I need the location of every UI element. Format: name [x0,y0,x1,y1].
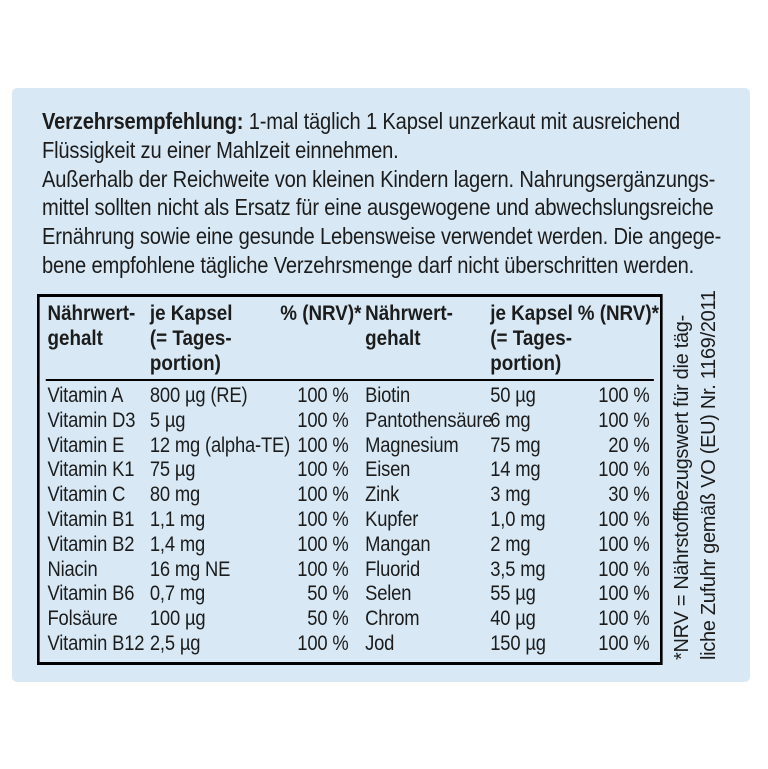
nutrient-name: Jod [365,631,395,655]
header-nutrient-left: Nährwert- gehalt [47,301,136,350]
header-nrv-right: % (NRV)* [577,301,659,325]
nutrient-amount: 5 µg [149,408,186,432]
nutrient-amount: 3 mg [490,483,531,507]
nutrient-amount: 16 mg NE [149,557,231,581]
table-row [40,632,660,657]
nutrient-amount: 100 µg [149,607,206,631]
intro-heading: Verzehrsempfehlung: [42,108,244,134]
nutrient-nrv: 100 % [297,532,349,556]
nutrient-amount: 1,1 mg [149,507,205,531]
nutrient-nrv: 100 % [598,408,650,432]
nutrient-nrv: 100 % [598,532,650,556]
nrv-footnote-line: *NRV = Nährstoffbezugswert für die täg- [671,315,693,660]
nutrient-name: Selen [365,582,412,606]
intro-line: mittel sollten nicht als Ersatz für eine ausgewogene und abwechslungsreiche [42,194,714,221]
nutrient-nrv: 20 % [608,433,650,457]
table-header [40,297,660,376]
table-row [40,409,660,434]
nutrient-name: Vitamin K1 [47,458,135,482]
intro-line: bene empfohlene tägliche Verzehrsmenge darf nicht überschritten werden. [42,251,695,278]
nutrient-amount: 150 µg [490,631,546,655]
intro-line: Ernährung sowie eine gesunde Lebensweise verwendet werden. Die angege- [42,223,722,250]
table-body [40,381,660,662]
nutrient-name: Zink [365,483,400,507]
intro-line: Flüssigkeit zu einer Mahlzeit einnehmen. [42,136,399,163]
nutrient-name: Vitamin A [47,384,124,407]
intro-line [42,107,721,136]
nutrient-nrv: 100 % [598,582,650,606]
nutrient-nrv: 100 % [598,631,650,655]
nutrient-nrv: 100 % [297,557,349,581]
nutrient-amount: 75 µg [149,458,196,482]
nutrient-amount: 55 µg [490,582,536,606]
nutrient-nrv: 100 % [297,384,349,407]
table-row [40,508,660,533]
table-row [40,384,660,409]
nutrient-name: Vitamin D3 [47,408,136,432]
nutrition-table [37,294,663,665]
nutrient-name: Vitamin E [47,433,125,457]
nutrient-name: Vitamin B12 [47,631,145,655]
intro-line: Außerhalb der Reichweite von kleinen Kindern lagern. Nahrungsergänzungs- [42,165,716,192]
nutrient-name: Eisen [365,458,411,482]
table-row [40,483,660,508]
nutrient-name: Folsäure [47,607,118,631]
nutrient-amount: 80 mg [149,483,201,507]
nutrient-name: Vitamin C [47,483,126,507]
nutrient-name: Biotin [365,384,411,407]
nutrient-amount: 1,4 mg [149,532,205,556]
nutrient-nrv: 100 % [297,507,349,531]
nutrient-amount: 2 mg [490,532,531,556]
nutrient-amount: 75 mg [490,433,541,457]
nutrient-name: Kupfer [365,507,419,531]
nutrient-nrv: 100 % [598,458,650,482]
nutrient-name: Mangan [365,532,431,556]
nutrient-amount: 0,7 mg [149,582,205,606]
nutrient-name: Chrom [365,607,420,631]
nutrient-nrv: 50 % [307,607,349,631]
nutrient-nrv: 100 % [598,507,650,531]
nutrient-name: Fluorid [365,557,421,581]
header-per-capsule-left: je Kapsel (= Tages- portion) [149,301,233,375]
table-row [40,458,660,483]
intro-heading-rest: 1-mal täglich 1 Kapsel unzerkaut mit ausreichend [248,108,680,134]
nutrient-amount: 3,5 mg [490,557,546,581]
nutrient-amount: 6 mg [490,408,531,432]
header-nrv-left: % (NRV)* [280,301,362,325]
nutrient-amount: 1,0 mg [490,507,546,531]
table-row [40,558,660,583]
nrv-footnote [669,292,723,660]
nutrient-amount: 12 mg (alpha-TE) [149,433,291,457]
nutrient-amount: 2,5 µg [149,631,201,655]
nutrient-name: Vitamin B1 [47,507,135,531]
nutrient-nrv: 100 % [598,384,650,407]
nutrient-nrv: 100 % [598,557,650,581]
nutrient-nrv: 100 % [297,408,349,432]
usage-instructions [42,107,721,280]
nutrient-nrv: 100 % [297,631,349,655]
nutrient-nrv: 30 % [608,483,650,507]
nutrient-name: Vitamin B2 [47,532,135,556]
nutrient-name: Pantothensäure [365,408,493,432]
table-row [40,607,660,632]
header-nutrient-right: Nährwert- gehalt [365,301,453,350]
nutrient-nrv: 100 % [297,458,349,482]
header-per-capsule-right: je Kapsel (= Tages- portion) [490,301,573,375]
nutrient-name: Magnesium [365,433,459,457]
nutrient-amount: 14 mg [490,458,541,482]
nrv-footnote-line: liche Zufuhr gemäß VO (EU) Nr. 1169/2011 [698,290,720,660]
nutrient-nrv: 100 % [297,483,349,507]
table-row [40,434,660,459]
table-row [40,533,660,558]
nutrient-amount: 800 µg (RE) [149,384,248,407]
nutrient-name: Vitamin B6 [47,582,135,606]
nutrient-nrv: 50 % [307,582,349,606]
nutrient-amount: 40 µg [490,607,536,631]
nutrient-amount: 50 µg [490,384,536,407]
nutrient-name: Niacin [47,557,98,581]
nutrient-nrv: 100 % [297,433,349,457]
nutrient-nrv: 100 % [598,607,650,631]
table-row [40,582,660,607]
